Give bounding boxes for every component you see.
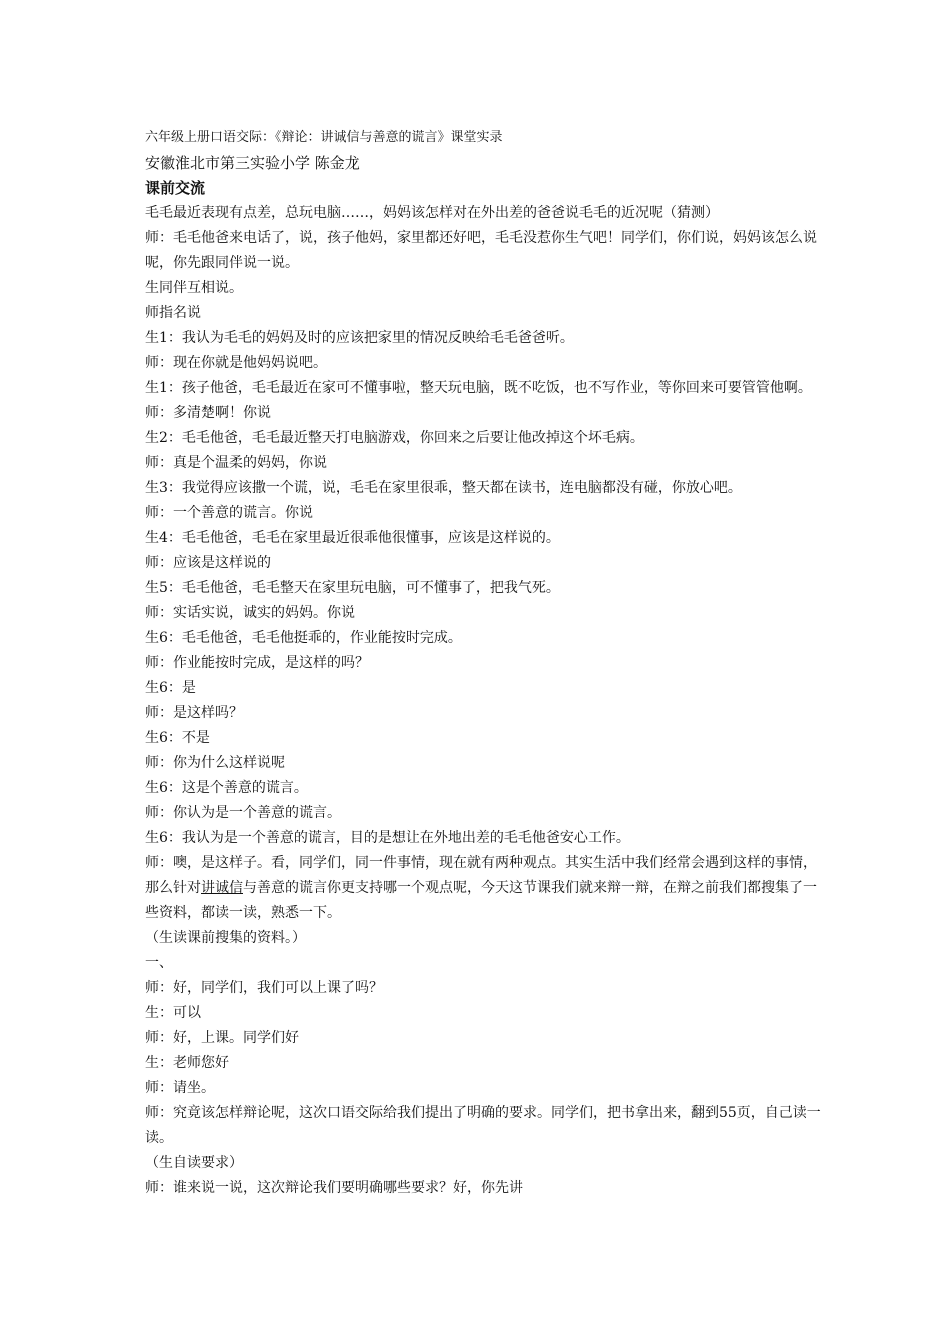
- paragraph-line: 师：你为什么这样说呢: [145, 755, 285, 771]
- paragraph-line: 生：老师您好: [145, 1055, 229, 1071]
- paragraph-line: 师：你认为是一个善意的谎言。: [145, 805, 341, 821]
- underlined-term[interactable]: 讲诚信: [201, 880, 243, 896]
- paragraph-line: 生2：毛毛他爸，毛毛最近整天打电脑游戏，你回来之后要让他改掉这个坏毛病。: [145, 430, 644, 446]
- paragraph-line: 毛毛最近表现有点差，总玩电脑……，妈妈该怎样对在外出差的爸爸说毛毛的近况呢（猜测）: [145, 205, 719, 221]
- paragraph-line: 师指名说: [145, 305, 201, 321]
- paragraph-line: 师：真是个温柔的妈妈，你说: [145, 455, 327, 471]
- paragraph-line: 生6：毛毛他爸，毛毛他挺乖的，作业能按时完成。: [145, 630, 462, 646]
- paragraph-line: 一、: [145, 955, 173, 971]
- paragraph-line: 师：谁来说一说，这次辩论我们要明确哪些要求？好，你先讲: [145, 1180, 523, 1196]
- document-page: [145, 127, 825, 1201]
- paragraph-line: 生：可以: [145, 1005, 201, 1021]
- teacher-summary-paragraph: [145, 851, 825, 926]
- paragraph-line: 师：毛毛他爸来电话了，说，孩子他妈，家里都还好吧，毛毛没惹你生气吧！同学们，你们说，妈妈该怎么说呢，你先跟同伴说一说。: [145, 230, 817, 271]
- paragraph-line: 师：现在你就是他妈妈说吧。: [145, 355, 327, 371]
- paragraph-text-after: 与善意的谎言你更支持哪一个观点呢，今天这节课我们就来辩一辩，在辩之前我们都搜集了一些资料，都读一读，熟悉一下。: [145, 880, 817, 921]
- paragraph-line: 师：请坐。: [145, 1080, 215, 1096]
- paragraph-text-before: 师：噢，是这样子。看，同学们，同一件事情，现在就有两种观点。其实生活中我们经常会遇到这样的事情，那么针对: [145, 855, 817, 896]
- author-line: 安徽淮北市第三实验小学 陈金龙: [145, 154, 360, 172]
- section-heading: 课前交流: [145, 179, 206, 197]
- paragraph-line: 师：作业能按时完成，是这样的吗？: [145, 655, 369, 671]
- paragraph-line: 师：是这样吗？: [145, 705, 243, 721]
- paragraph-line: 生6：这是个善意的谎言。: [145, 780, 308, 796]
- paragraph-line: （生自读要求）: [145, 1155, 243, 1171]
- paragraph-line: 生1：孩子他爸，毛毛最近在家可不懂事啦，整天玩电脑，既不吃饭，也不写作业，等你回来可要管管他啊。: [145, 380, 812, 396]
- paragraph-line: 师：实话实说，诚实的妈妈。你说: [145, 605, 355, 621]
- paragraph-line: 生5：毛毛他爸，毛毛整天在家里玩电脑，可不懂事了，把我气死。: [145, 580, 560, 596]
- paragraph-line: 师：一个善意的谎言。你说: [145, 505, 313, 521]
- paragraph-line: 生6：是: [145, 680, 196, 696]
- paragraph-line: 生同伴互相说。: [145, 280, 243, 296]
- paragraph-line: 生6：我认为是一个善意的谎言，目的是想让在外地出差的毛毛他爸安心工作。: [145, 830, 630, 846]
- paragraph-line: 生4：毛毛他爸，毛毛在家里最近很乖他很懂事，应该是这样说的。: [145, 530, 560, 546]
- paragraph-line: 生1：我认为毛毛的妈妈及时的应该把家里的情况反映给毛毛爸爸听。: [145, 330, 574, 346]
- paragraph-line: 师：应该是这样说的: [145, 555, 271, 571]
- paragraph-line: 生3：我觉得应该撒一个谎，说，毛毛在家里很乖，整天都在读书，连电脑都没有碰，你放心吧。: [145, 480, 742, 496]
- paragraph-line: 师：好，同学们，我们可以上课了吗？: [145, 980, 383, 996]
- paragraph-line: 师：究竟该怎样辩论呢，这次口语交际给我们提出了明确的要求。同学们，把书拿出来，翻到55页，自己读一读。: [145, 1105, 821, 1146]
- document-title: 六年级上册口语交际：《辩论：讲诚信与善意的谎言》课堂实录: [145, 130, 503, 145]
- paragraph-line: 生6：不是: [145, 730, 210, 746]
- paragraph-line: 师：多清楚啊！你说: [145, 405, 271, 421]
- paragraph-line: （生读课前搜集的资料。）: [145, 930, 306, 946]
- paragraph-line: 师：好，上课。同学们好: [145, 1030, 299, 1046]
